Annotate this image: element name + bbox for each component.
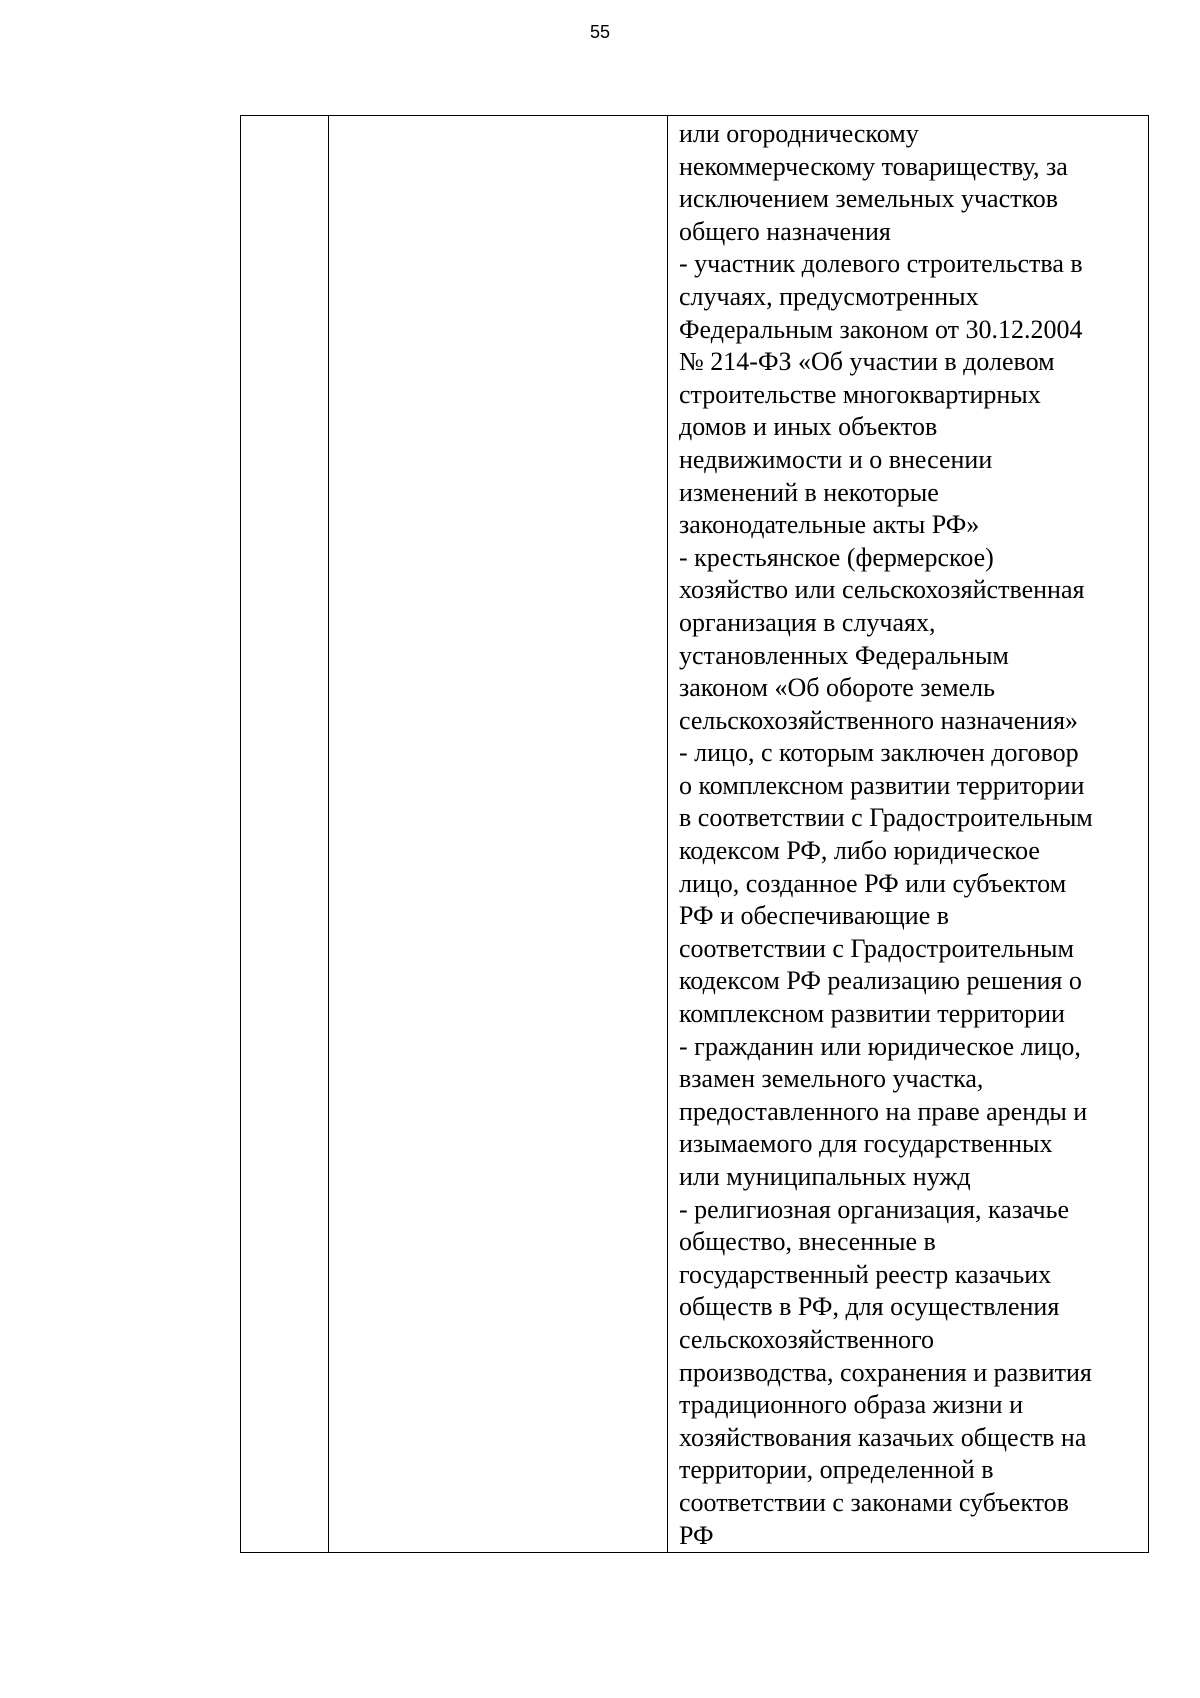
text-line: Федеральным законом от 30.12.2004 <box>679 314 1083 344</box>
text-line: государственный реестр казачьих <box>679 1259 1052 1289</box>
table-cell-col-2 <box>329 116 668 1553</box>
text-line: изменений в некоторые <box>679 477 939 507</box>
document-table <box>240 115 1149 1553</box>
cell-col-1-text <box>241 116 328 118</box>
text-line: обществ в РФ, для осуществления <box>679 1292 1060 1322</box>
text-line: исключением земельных участков <box>679 184 1059 214</box>
text-line: производства, сохранения и развития <box>679 1357 1092 1387</box>
table-cell-col-3 <box>668 116 1149 1553</box>
text-line: недвижимости и о внесении <box>679 444 993 474</box>
text-line: сельскохозяйственного назначения» <box>679 705 1079 735</box>
text-line: - крестьянское (фермерское) <box>679 542 994 572</box>
text-line: хозяйствования казачьих обществ на <box>679 1422 1087 1452</box>
text-line: законодательные акты РФ» <box>679 510 980 540</box>
text-line: - участник долевого строительства в <box>679 249 1083 279</box>
text-line: сельскохозяйственного <box>679 1324 934 1354</box>
text-line: изымаемого для государственных <box>679 1129 1053 1159</box>
text-line: установленных Федеральным <box>679 640 1009 670</box>
text-line: законом «Об обороте земель <box>679 673 995 703</box>
text-line: РФ <box>679 1520 714 1550</box>
text-line: № 214-ФЗ «Об участии в долевом <box>679 347 1055 377</box>
text-line: предоставленного на праве аренды и <box>679 1096 1088 1126</box>
table-row <box>241 116 1149 1553</box>
text-line: некоммерческому товариществу, за <box>679 151 1068 181</box>
text-line: соответствии с Градостроительным <box>679 933 1074 963</box>
text-line: хозяйство или сельскохозяйственная <box>679 575 1085 605</box>
text-line: или огородническому <box>679 119 919 148</box>
text-line: РФ и обеспечивающие в <box>679 901 950 931</box>
text-line: - гражданин или юридическое лицо, <box>679 1031 1081 1061</box>
text-line: традиционного образа жизни и <box>679 1390 1024 1420</box>
text-line: случаях, предусмотренных <box>679 281 979 311</box>
text-line: общего назначения <box>679 216 891 246</box>
text-line: - лицо, с которым заключен договор <box>679 738 1079 768</box>
text-line: кодексом РФ реализацию решения о <box>679 966 1082 996</box>
text-line: строительстве многоквартирных <box>679 379 1041 409</box>
text-line: соответствии с законами субъектов <box>679 1487 1069 1517</box>
table-cell-col-1 <box>241 116 329 1553</box>
text-line: взамен земельного участка, <box>679 1064 984 1094</box>
text-line: кодексом РФ, либо юридическое <box>679 836 1040 866</box>
text-line: или муниципальных нужд <box>679 1162 971 1191</box>
cell-col-2-text <box>329 116 667 118</box>
page-number: 55 <box>589 22 611 42</box>
text-line: общество, внесенные в <box>679 1227 936 1257</box>
text-line: домов и иных объектов <box>679 412 938 442</box>
text-line: в соответствии с Градостроительным <box>679 803 1093 833</box>
text-line: комплексном развитии территории <box>679 999 1065 1029</box>
text-line: - религиозная организация, казачье <box>679 1194 1069 1224</box>
text-line: о комплексном развитии территории <box>679 770 1085 800</box>
text-line: организация в случаях, <box>679 607 936 637</box>
cell-col-3-text <box>668 116 1148 1552</box>
text-line: территории, определенной в <box>679 1455 994 1485</box>
text-line: лицо, созданное РФ или субъектом <box>679 868 1067 898</box>
